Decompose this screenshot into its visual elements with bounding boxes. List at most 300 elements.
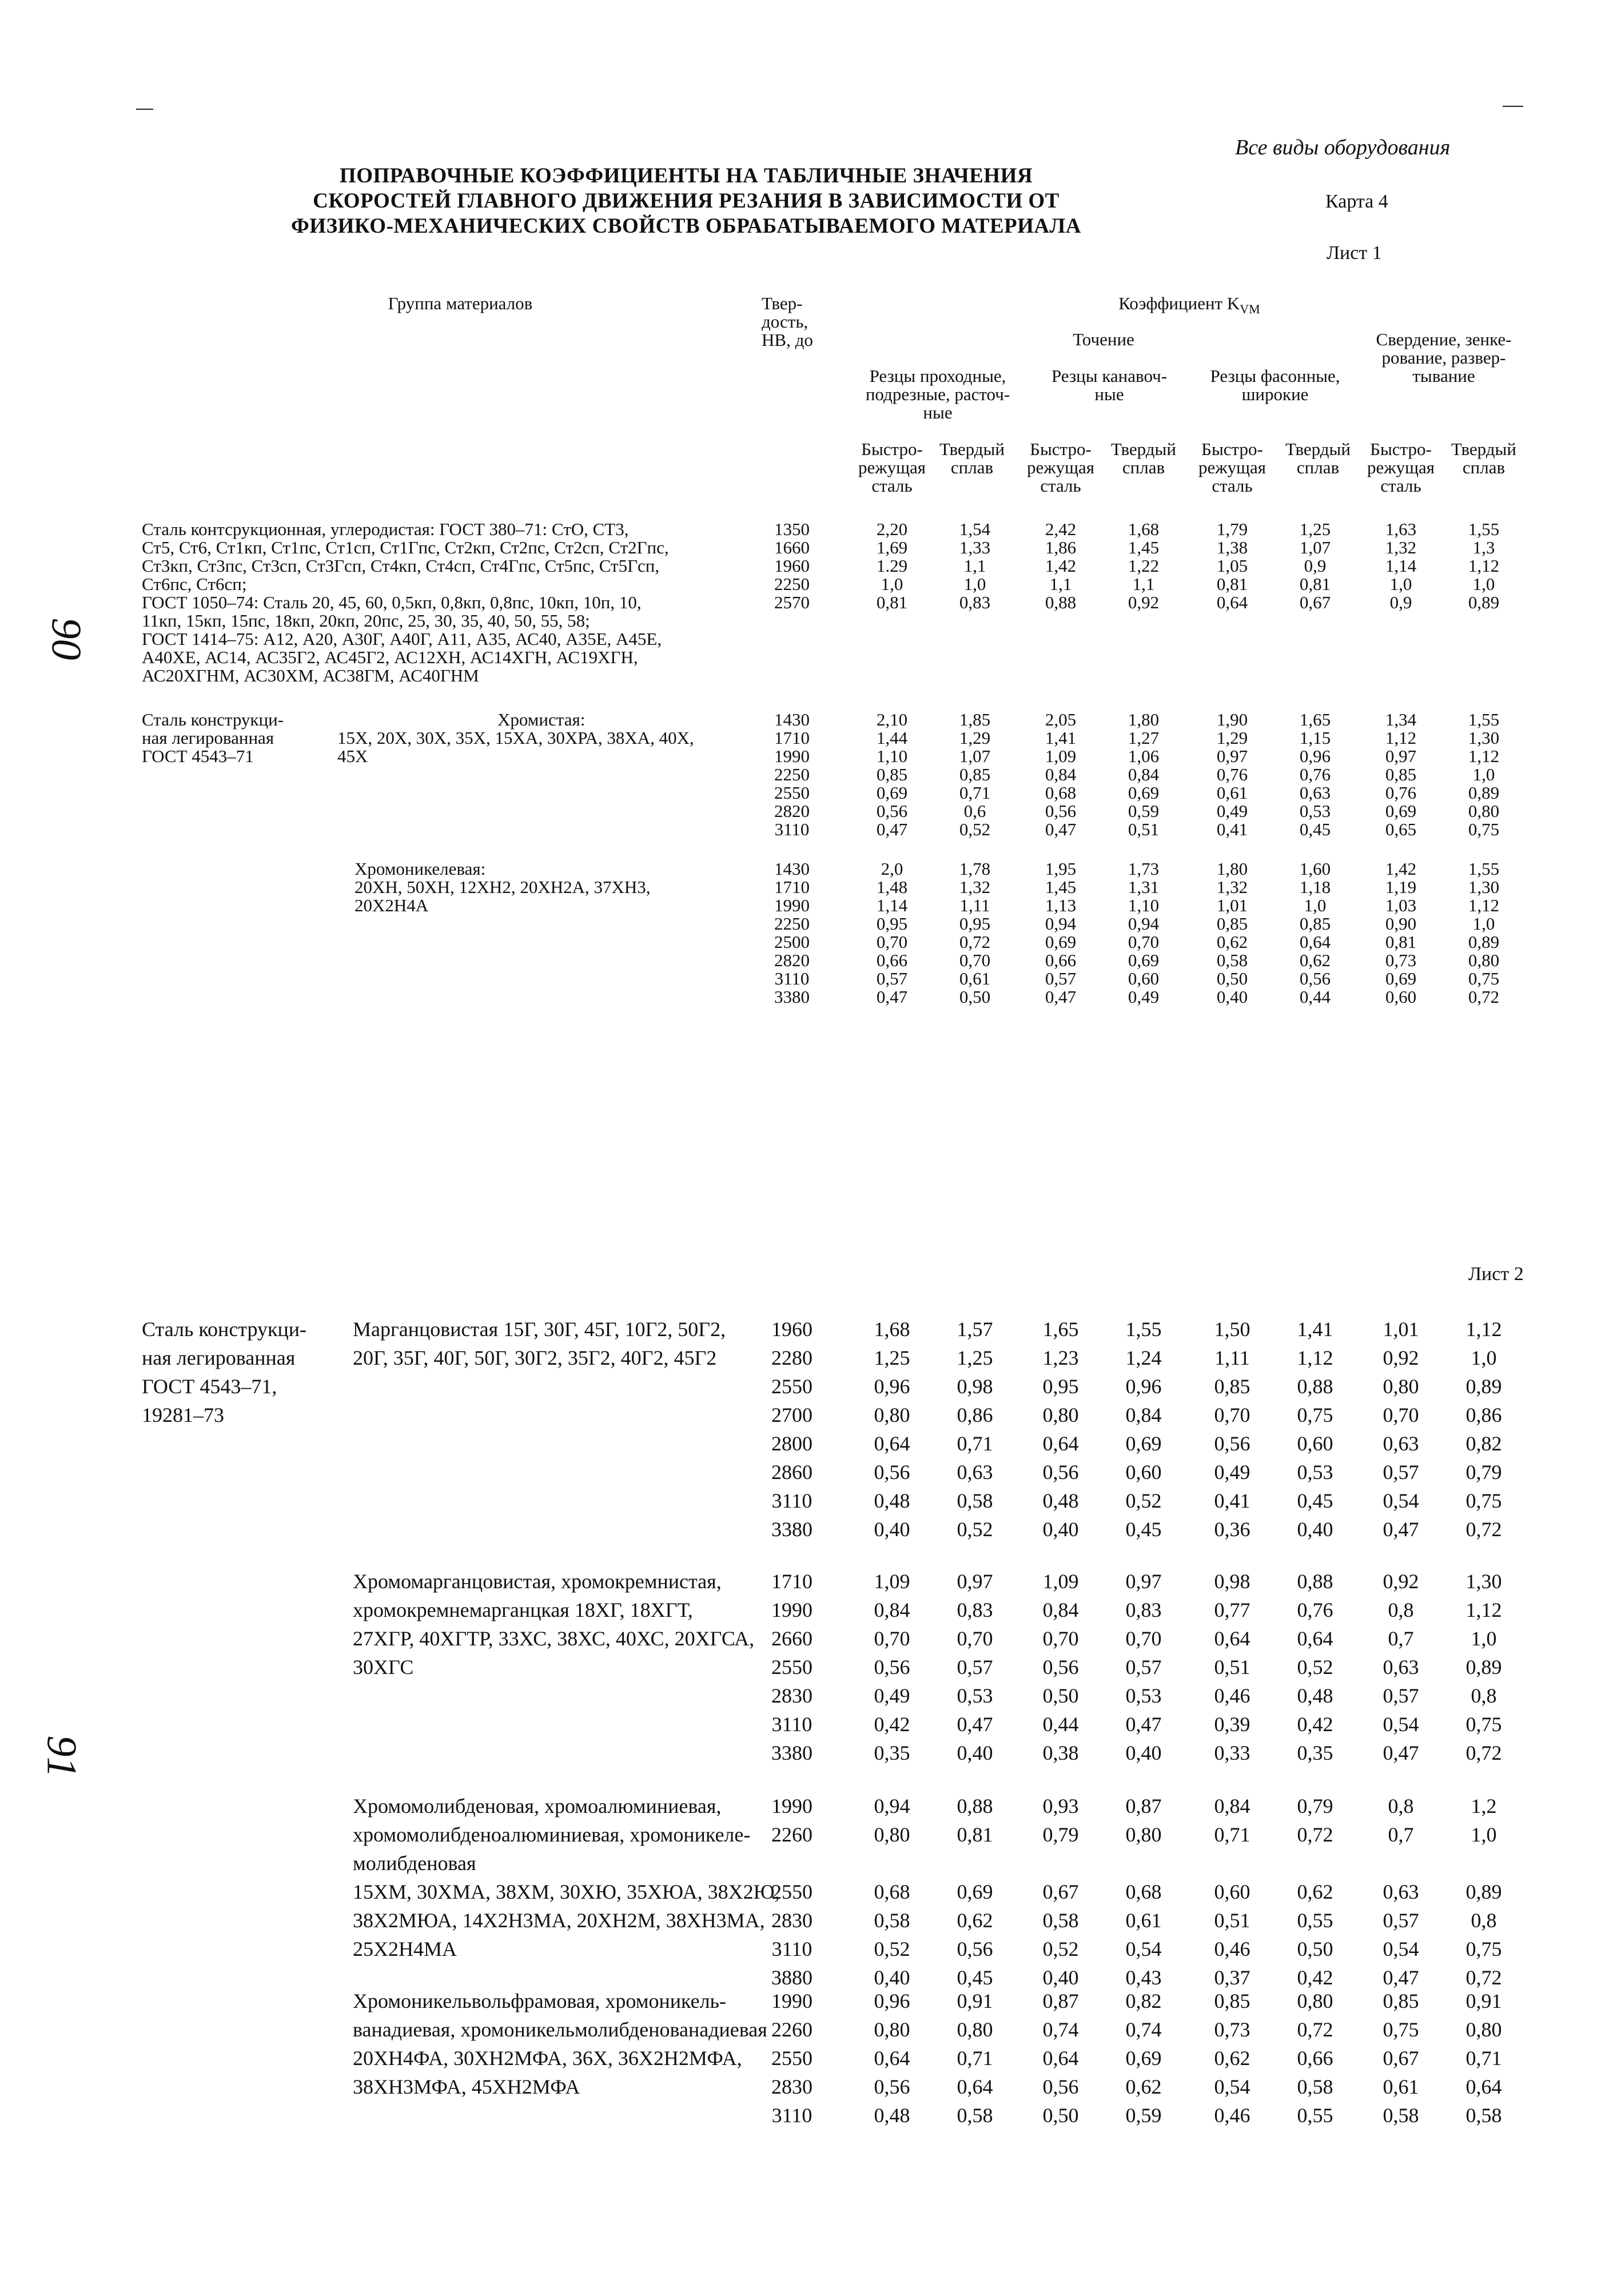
coefficient-cell: 0,52 xyxy=(1125,1489,1162,1512)
coefficient-column xyxy=(1364,860,1438,1006)
coefficient-cell: 0,56 xyxy=(874,1461,910,1484)
coefficient-column xyxy=(1278,1987,1352,2130)
hardness-cell: 1430 xyxy=(774,709,810,730)
coefficient-cell: 0,97 xyxy=(957,1570,993,1593)
coefficient-column xyxy=(1447,860,1521,1006)
cutters-groove-header: Резцы канавоч- ные xyxy=(1051,366,1168,404)
coefficient-cell: 0,96 xyxy=(874,1990,910,2012)
coefficient-cell: 0,92 xyxy=(1383,1570,1419,1593)
coefficient-column xyxy=(1364,1987,1438,2130)
hss-header: Быстро- режущая сталь xyxy=(1367,439,1435,496)
coefficient-column xyxy=(1278,711,1352,839)
group-label-line: ГОСТ 4543–71 xyxy=(142,746,254,766)
coefficient-cell: 0,95 xyxy=(876,914,908,934)
coefficient-cell: 1,65 xyxy=(1299,709,1331,730)
coefficient-cell: 0,48 xyxy=(1042,1489,1079,1512)
coefficient-cell: 0,97 xyxy=(1385,746,1417,766)
coefficient-cell: 0,70 xyxy=(1214,1404,1250,1426)
coefficient-cell: 1,45 xyxy=(1128,537,1160,557)
hardness-cell: 2550 xyxy=(771,1656,813,1679)
hardness-cell: 2250 xyxy=(774,914,810,934)
coefficient-column xyxy=(1023,1567,1098,1767)
coefficient-cell: 0,69 xyxy=(1045,932,1077,952)
coefficient-column xyxy=(855,1315,929,1544)
coefficient-cell: 0,92 xyxy=(1128,592,1160,612)
coefficient-cell: 0,86 xyxy=(1465,1404,1502,1426)
coefficient-cell: 0,8 xyxy=(1388,1795,1414,1817)
coefficient-cell xyxy=(1106,1849,1181,1878)
material-description xyxy=(142,520,669,685)
coefficient-cell: 1,32 xyxy=(959,877,991,897)
coefficient-cell: 0,64 xyxy=(957,2075,993,2098)
coefficient-cell: 0,55 xyxy=(1297,2104,1333,2127)
coefficient-cell: 1,11 xyxy=(959,895,990,915)
coefficient-cell: 0,96 xyxy=(874,1375,910,1398)
coefficient-cell: 0,62 xyxy=(1125,2075,1162,2098)
coefficient-cell: 0,80 xyxy=(1042,1404,1079,1426)
hardness-cell: 1990 xyxy=(774,746,810,766)
coefficient-cell xyxy=(1447,1849,1521,1878)
coefficient-column xyxy=(855,520,929,612)
coefficient-cell: 0,64 xyxy=(1299,932,1331,952)
coefficient-column xyxy=(1364,1567,1438,1767)
coefficient-cell: 0,46 xyxy=(1214,1684,1250,1707)
coefficient-cell xyxy=(1195,1849,1269,1878)
coefficient-cell: 0,64 xyxy=(1042,1432,1079,1455)
coefficient-cell: 0,56 xyxy=(876,801,908,821)
hardness-cell: 1710 xyxy=(774,728,810,748)
coefficient-cell: 2,10 xyxy=(876,709,908,730)
coefficient-column xyxy=(938,520,1012,612)
coefficient-cell: 0,40 xyxy=(1216,987,1248,1007)
coefficient-cell: 1,12 xyxy=(1468,895,1500,915)
material-line: 20Г, 35Г, 40Г, 50Г, 30Г2, 35Г2, 40Г2, 45Г2 xyxy=(353,1346,717,1369)
coefficient-cell: 1,80 xyxy=(1216,859,1248,879)
coefficient-cell: 0,53 xyxy=(1299,801,1331,821)
material-line: Хромомарганцовистая, хромокремнистая, xyxy=(353,1570,722,1593)
coefficient-cell: 0,85 xyxy=(1383,1990,1419,2012)
coefficient-cell: 0,47 xyxy=(876,819,908,839)
coefficient-cell: 0,52 xyxy=(874,1938,910,1960)
coefficient-cell: 1,95 xyxy=(1045,859,1077,879)
coefficient-cell: 0,57 xyxy=(1383,1461,1419,1484)
coefficient-cell: 0,57 xyxy=(1125,1656,1162,1679)
coefficient-cell: 0,35 xyxy=(1297,1741,1333,1764)
coefficient-cell: 0,48 xyxy=(874,2104,910,2127)
coefficient-cell: 1,2 xyxy=(1471,1795,1497,1817)
hardness-column xyxy=(758,1987,826,2130)
coefficient-cell: 1,0 xyxy=(1304,895,1327,915)
coefficient-cell: 1,80 xyxy=(1128,709,1160,730)
coefficient-cell: 0,58 xyxy=(1383,2104,1419,2127)
coefficient-cell: 1,03 xyxy=(1385,895,1417,915)
coefficient-cell: 1.29 xyxy=(876,556,908,576)
coefficient-cell: 0,70 xyxy=(876,932,908,952)
coefficient-cell: 0,49 xyxy=(1128,987,1160,1007)
coefficient-column xyxy=(1447,1987,1521,2130)
coefficient-cell: 1,3 xyxy=(1472,537,1495,557)
coefficient-cell: 0,74 xyxy=(1125,2018,1162,2041)
coefficient-cell: 0,9 xyxy=(1304,556,1327,576)
coefficient-cell: 1,12 xyxy=(1468,556,1500,576)
material-line: 20Х2Н4А xyxy=(355,895,429,915)
turning-header: Точение xyxy=(1073,329,1134,349)
material-line: ванадиевая, хромоникельмолибденованадиевая xyxy=(353,2018,767,2041)
coefficient-cell: 0,57 xyxy=(957,1656,993,1679)
coefficient-cell: 0,71 xyxy=(1465,2047,1502,2070)
coefficient-cell: 0,72 xyxy=(1468,987,1500,1007)
coefficient-cell: 1,55 xyxy=(1468,709,1500,730)
coefficient-cell: 0,70 xyxy=(1383,1404,1419,1426)
coefficient-cell: 0,51 xyxy=(1128,819,1160,839)
coefficient-cell: 0,75 xyxy=(1297,1404,1333,1426)
coefficient-cell: 1,01 xyxy=(1383,1318,1419,1341)
coefficient-cell: 0,56 xyxy=(874,2075,910,2098)
coefficient-cell: 0,85 xyxy=(1214,1375,1250,1398)
coefficient-cell: 1,38 xyxy=(1216,537,1248,557)
hardness-cell: 2820 xyxy=(774,801,810,821)
coefficient-cell: 1,14 xyxy=(876,895,908,915)
coefficient-column xyxy=(1278,1315,1352,1544)
coefficient-cell: 0,58 xyxy=(957,2104,993,2127)
coefficient-cell: 1,10 xyxy=(1128,895,1160,915)
hardness-cell: 3110 xyxy=(774,968,810,988)
material-line: 11кп, 15кп, 15пс, 18кп, 20кп, 20пс, 25, 30, 35, 40, 50, 55, 58; xyxy=(142,611,590,631)
coefficient-cell: 0,80 xyxy=(957,2018,993,2041)
coefficient-cell: 0,85 xyxy=(1385,764,1417,784)
coefficient-cell: 0,88 xyxy=(957,1795,993,1817)
coefficient-cell: 0,8 xyxy=(1388,1599,1414,1621)
coefficient-column xyxy=(1023,520,1098,612)
coefficient-cell: 0,88 xyxy=(1297,1570,1333,1593)
coefficient-cell: 0,50 xyxy=(959,987,991,1007)
coefficient-cell: 1,0 xyxy=(1471,1823,1497,1846)
hardness-cell: 2830 xyxy=(771,2075,813,2098)
coefficient-cell: 1,42 xyxy=(1045,556,1077,576)
coefficient-cell: 0,47 xyxy=(876,987,908,1007)
coefficient-column xyxy=(938,1792,1012,1992)
coefficient-cell: 0,98 xyxy=(957,1375,993,1398)
coefficient-cell: 0,84 xyxy=(1125,1404,1162,1426)
hardness-cell: 2570 xyxy=(774,592,810,612)
coefficient-cell: 0,84 xyxy=(874,1599,910,1621)
coefficient-cell: 0,57 xyxy=(1383,1909,1419,1932)
coefficient-cell: 0,7 xyxy=(1388,1627,1414,1650)
hardness-column xyxy=(758,520,826,612)
coefficient-cell: 0,94 xyxy=(1128,914,1160,934)
coefficient-cell: 1,32 xyxy=(1385,537,1417,557)
coefficient-cell: 0,87 xyxy=(1125,1795,1162,1817)
coefficient-column xyxy=(1106,860,1181,1006)
coefficient-cell: 0,79 xyxy=(1042,1823,1079,1846)
coefficient-cell: 0,93 xyxy=(1042,1795,1079,1817)
coefficient-cell: 0,80 xyxy=(1383,1375,1419,1398)
material-line: хромомолибденоалюминиевая, хромоникеле- xyxy=(353,1823,751,1846)
coefficient-cell: 0,72 xyxy=(1297,2018,1333,2041)
coefficient-cell: 0,68 xyxy=(1045,783,1077,803)
coefficient-column xyxy=(855,711,929,839)
coefficient-cell: 0,69 xyxy=(876,783,908,803)
coefficient-cell: 0,63 xyxy=(1383,1432,1419,1455)
coefficient-cell: 0,61 xyxy=(1216,783,1248,803)
coefficient-cell: 0,72 xyxy=(959,932,991,952)
coefficient-cell: 1,42 xyxy=(1385,859,1417,879)
hardness-cell: 2700 xyxy=(771,1404,813,1426)
coefficient-cell: 0,69 xyxy=(1385,968,1417,988)
coefficient-cell: 0,76 xyxy=(1385,783,1417,803)
coefficient-cell: 0,64 xyxy=(1297,1627,1333,1650)
coefficient-cell: 0,89 xyxy=(1465,1656,1502,1679)
hard-alloy-header: Твердый сплав xyxy=(939,439,1005,477)
coefficient-cell: 0,84 xyxy=(1042,1599,1079,1621)
coefficient-column xyxy=(1106,1792,1181,1992)
coefficient-cell: 0,49 xyxy=(1214,1461,1250,1484)
coefficient-cell: 0,83 xyxy=(1125,1599,1162,1621)
hardness-cell: 3880 xyxy=(771,1966,813,1989)
hardness-cell: 3380 xyxy=(771,1518,813,1541)
coefficient-cell: 0,63 xyxy=(957,1461,993,1484)
coefficient-cell: 1,0 xyxy=(963,574,986,594)
coefficient-column xyxy=(855,860,929,1006)
material-description xyxy=(353,1987,767,2101)
hardness-cell: 2250 xyxy=(774,764,810,784)
coefficient-cell: 2,05 xyxy=(1045,709,1077,730)
coefficient-cell: 0,68 xyxy=(1125,1880,1162,1903)
coefficient-cell: 0,43 xyxy=(1125,1966,1162,1989)
coefficient-cell: 0,65 xyxy=(1385,819,1417,839)
coefficient-cell: 1,57 xyxy=(957,1318,993,1341)
hardness-cell: 2550 xyxy=(774,783,810,803)
coefficient-cell: 1,12 xyxy=(1468,746,1500,766)
coefficient-cell: 0,67 xyxy=(1299,592,1331,612)
coefficient-cell: 0,40 xyxy=(874,1966,910,1989)
coefficient-cell: 0,40 xyxy=(1125,1741,1162,1764)
coefficient-cell: 0,36 xyxy=(1214,1518,1250,1541)
coefficient-cell: 0,45 xyxy=(1299,819,1331,839)
coefficient-cell: 0,58 xyxy=(957,1489,993,1512)
coefficient-cell: 1,27 xyxy=(1128,728,1160,748)
hardness-cell: 2830 xyxy=(771,1684,813,1707)
page-number-91: 91 xyxy=(38,1735,85,1778)
coefficient-cell: 0,58 xyxy=(874,1909,910,1932)
coefficient-cell: 0,69 xyxy=(1125,1432,1162,1455)
coefficient-cell xyxy=(1364,1849,1438,1878)
coefficient-cell: 1,0 xyxy=(881,574,903,594)
coefficient-cell: 0,60 xyxy=(1385,987,1417,1007)
coefficient-column xyxy=(855,1792,929,1992)
coefficient-cell: 1,0 xyxy=(1472,914,1495,934)
coefficient-cell: 0,95 xyxy=(1042,1375,1079,1398)
coefficient-cell: 0,45 xyxy=(957,1966,993,1989)
material-line: 45Х xyxy=(337,746,368,766)
coefficient-cell: 0,60 xyxy=(1214,1880,1250,1903)
hardness-column xyxy=(758,860,826,1006)
coefficient-cell: 1,25 xyxy=(957,1346,993,1369)
coefficient-cell: 0,84 xyxy=(1045,764,1077,784)
coefficient-cell: 0,72 xyxy=(1465,1741,1502,1764)
coefficient-cell: 1,09 xyxy=(1042,1570,1079,1593)
group-label-line: ная легированная xyxy=(142,728,274,748)
material-line: 15Х, 20Х, 30Х, 35Х, 15ХА, 30ХРА, 38ХА, 40Х, xyxy=(337,728,694,748)
coefficient-cell: 1,79 xyxy=(1216,519,1248,539)
coefficient-cell: 0,96 xyxy=(1125,1375,1162,1398)
coefficient-cell: 0,71 xyxy=(957,2047,993,2070)
coefficient-cell: 1,06 xyxy=(1128,746,1160,766)
coefficient-cell: 1,41 xyxy=(1045,728,1077,748)
coefficient-cell: 0,67 xyxy=(1383,2047,1419,2070)
coefficient-cell: 0,60 xyxy=(1125,1461,1162,1484)
coefficient-cell: 0,80 xyxy=(874,1823,910,1846)
coefficient-cell: 0,41 xyxy=(1214,1489,1250,1512)
coefficient-cell: 0,72 xyxy=(1465,1518,1502,1541)
coefficient-cell: 1,63 xyxy=(1385,519,1417,539)
coefficient-cell: 0,83 xyxy=(959,592,991,612)
coefficient-cell: 0,40 xyxy=(1042,1518,1079,1541)
coefficient-cell: 0,70 xyxy=(957,1627,993,1650)
coefficient-cell: 1,55 xyxy=(1468,519,1500,539)
group-label xyxy=(142,1315,306,1429)
coefficient-cell: 0,98 xyxy=(1214,1570,1250,1593)
coefficient-cell: 2,0 xyxy=(881,859,903,879)
coefficient-cell: 0,49 xyxy=(874,1684,910,1707)
coefficient-column xyxy=(1447,1567,1521,1767)
coefficient-cell: 0,61 xyxy=(1383,2075,1419,2098)
coefficient-cell: 0,47 xyxy=(1383,1741,1419,1764)
coefficient-cell: 0,60 xyxy=(1297,1432,1333,1455)
coefficient-cell: 0,40 xyxy=(1042,1966,1079,1989)
coefficient-cell: 1,0 xyxy=(1471,1627,1497,1650)
material-line: ГОСТ 1414–75: А12, А20, А30Г, А40Г, А11, А35, АС40, А35Е, А45Е, xyxy=(142,629,662,649)
material-line: Ст3кп, Ст3пс, Ст3сп, Ст3Гсп, Ст4кп, Ст4сп, Ст4Гпс, Ст5пс, Ст5Гсп, xyxy=(142,556,660,576)
coefficient-cell: 1,54 xyxy=(959,519,991,539)
hardness-cell: 2800 xyxy=(771,1432,813,1455)
hardness-cell: 1960 xyxy=(774,556,810,576)
coefficient-cell: 0,54 xyxy=(1214,2075,1250,2098)
hardness-cell: 3110 xyxy=(771,1489,813,1512)
coefficient-cell: 0,48 xyxy=(1297,1684,1333,1707)
material-line: Марганцовистая 15Г, 30Г, 45Г, 10Г2, 50Г2, xyxy=(353,1318,726,1341)
coefficient-cell: 0,80 xyxy=(874,1404,910,1426)
group-label-line: 19281–73 xyxy=(142,1404,224,1426)
coefficient-cell: 0,76 xyxy=(1216,764,1248,784)
coefficient-cell: 0,81 xyxy=(957,1823,993,1846)
coefficient-cell: 0,80 xyxy=(1297,1990,1333,2012)
coefficient-column xyxy=(1278,520,1352,612)
coefficient-column xyxy=(1195,1315,1269,1544)
coefficient-cell: 1,1 xyxy=(1132,574,1155,594)
coefficient-cell: 0,7 xyxy=(1388,1823,1414,1846)
coefficient-cell: 0,50 xyxy=(1042,2104,1079,2127)
coefficient-cell: 0,51 xyxy=(1214,1656,1250,1679)
coefficient-cell: 0,83 xyxy=(957,1599,993,1621)
material-line: А40ХЕ, АС14, АС35Г2, АС45Г2, АС12ХН, АС14ХГН, АС19ХГН, xyxy=(142,647,638,667)
hardness-cell: 1430 xyxy=(774,859,810,879)
coefficient-cell: 1,30 xyxy=(1468,728,1500,748)
coefficient-cell: 0,85 xyxy=(876,764,908,784)
hss-header: Быстро- режущая сталь xyxy=(1026,439,1095,496)
coefficient-cell: 1,0 xyxy=(1472,764,1495,784)
coefficient-cell: 0,63 xyxy=(1383,1880,1419,1903)
coefficient-cell: 1,55 xyxy=(1125,1318,1162,1341)
coefficient-cell: 0,53 xyxy=(1297,1461,1333,1484)
coefficient-cell: 1,10 xyxy=(876,746,908,766)
coefficient-column xyxy=(1195,711,1269,839)
coefficient-cell: 0,56 xyxy=(1299,968,1331,988)
coefficient-cell: 1,23 xyxy=(1042,1346,1079,1369)
coefficient-column xyxy=(1023,1987,1098,2130)
coefficient-cell: 0,41 xyxy=(1216,819,1248,839)
coefficient-cell: 0,94 xyxy=(1045,914,1077,934)
coefficient-cell: 0,96 xyxy=(1299,746,1331,766)
coefficient-cell: 0,58 xyxy=(1216,950,1248,970)
coefficient-cell: 0,56 xyxy=(1214,1432,1250,1455)
coefficient-cell: 0,88 xyxy=(1045,592,1077,612)
coefficient-cell: 0,62 xyxy=(1297,1880,1333,1903)
coefficient-cell: 0,97 xyxy=(1216,746,1248,766)
material-description xyxy=(353,1315,726,1372)
coefficient-cell: 0,39 xyxy=(1214,1713,1250,1736)
coefficient-cell: 0,68 xyxy=(874,1880,910,1903)
coefficient-cell: 0,59 xyxy=(1128,801,1160,821)
material-line: хромокремнемарганцкая 18ХГ, 18ХГТ, xyxy=(353,1599,693,1621)
drilling-header: Свердение, зенке- рование, развер- тывание xyxy=(1376,329,1512,386)
coefficient-cell: 0,90 xyxy=(1385,914,1417,934)
coefficient-cell xyxy=(855,1849,929,1878)
coefficient-column xyxy=(938,1567,1012,1767)
coefficient-cell: 0,64 xyxy=(1216,592,1248,612)
coefficient-cell: 0,40 xyxy=(957,1741,993,1764)
coefficient-cell: 0,62 xyxy=(1214,2047,1250,2070)
coefficient-cell: 1,0 xyxy=(1389,574,1412,594)
coefficient-cell: 0,35 xyxy=(874,1741,910,1764)
coefficient-cell: 1,33 xyxy=(959,537,991,557)
coefficient-cell: 0,52 xyxy=(959,819,991,839)
material-line: 25Х2Н4МА xyxy=(353,1938,457,1960)
coefficient-cell: 0,66 xyxy=(876,950,908,970)
coefficient-cell: 1,12 xyxy=(1465,1318,1502,1341)
material-line: молибденовая xyxy=(353,1852,476,1875)
corner-mark xyxy=(136,109,153,110)
coefficient-cell: 0,72 xyxy=(1465,1966,1502,1989)
coefficient-cell: 1,30 xyxy=(1468,877,1500,897)
coefficient-cell: 0,58 xyxy=(1297,2075,1333,2098)
hardness-cell xyxy=(758,1849,826,1878)
coefficient-cell: 1,60 xyxy=(1299,859,1331,879)
coefficient-cell: 0,70 xyxy=(1042,1627,1079,1650)
coefficient-cell: 0,56 xyxy=(957,1938,993,1960)
coefficient-cell: 0,45 xyxy=(1297,1489,1333,1512)
group-label-line: ГОСТ 4543–71, xyxy=(142,1375,277,1398)
coefficient-cell: 0,80 xyxy=(1468,950,1500,970)
coefficient-cell: 0,69 xyxy=(957,1880,993,1903)
coefficient-cell: 1,34 xyxy=(1385,709,1417,730)
coefficient-cell: 0,73 xyxy=(1385,950,1417,970)
coefficient-cell: 0,67 xyxy=(1042,1880,1079,1903)
coefficient-cell: 1,85 xyxy=(959,709,991,730)
coefficient-cell: 1,29 xyxy=(959,728,991,748)
coefficient-cell: 0,74 xyxy=(1042,2018,1079,2041)
coefficient-cell: 1,12 xyxy=(1297,1346,1333,1369)
coefficient-cell: 0,56 xyxy=(1042,1656,1079,1679)
group-label xyxy=(142,711,284,766)
coefficient-cell: 1,12 xyxy=(1465,1599,1502,1621)
coefficient-cell: 0,70 xyxy=(959,950,991,970)
coefficient-cell: 0,71 xyxy=(957,1432,993,1455)
coefficient-cell xyxy=(1278,1849,1352,1878)
coefficient-cell: 0,54 xyxy=(1125,1938,1162,1960)
coefficient-cell: 0,60 xyxy=(1128,968,1160,988)
coefficient-cell: 0,89 xyxy=(1468,592,1500,612)
